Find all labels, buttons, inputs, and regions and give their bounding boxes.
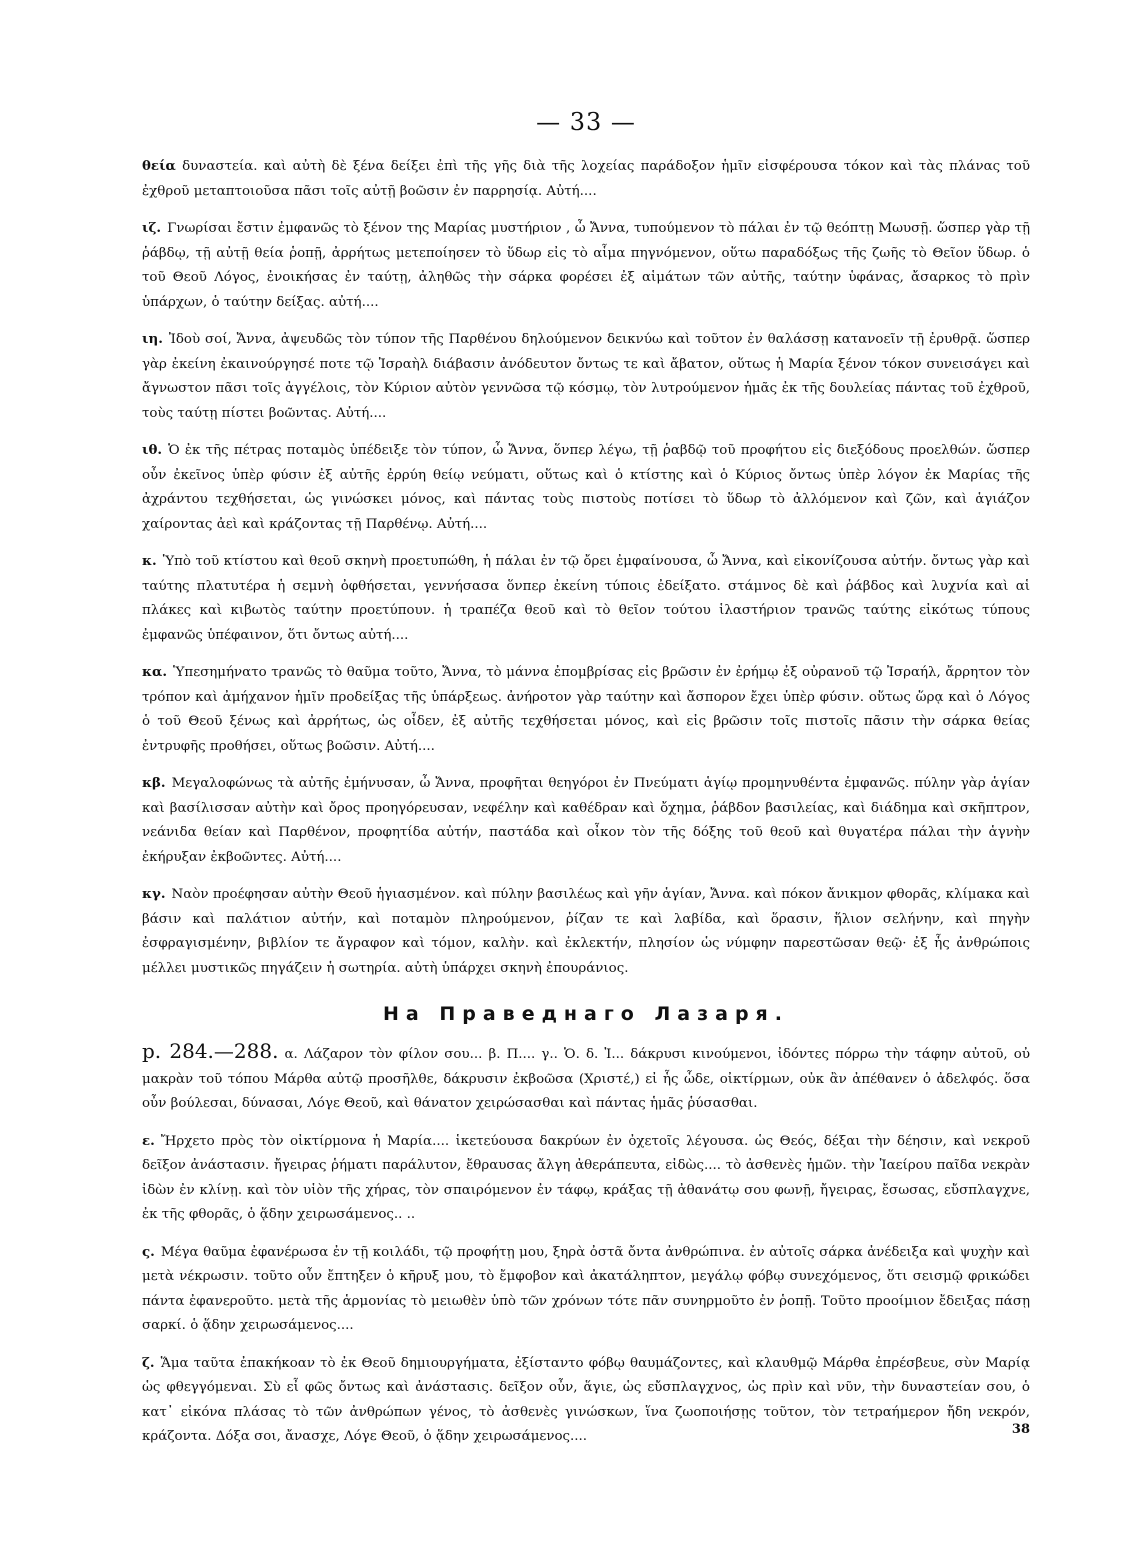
paragraph-number: κα. bbox=[142, 664, 168, 680]
paragraph-19 bbox=[142, 438, 1030, 537]
paragraph-17 bbox=[142, 216, 1030, 315]
paragraph-text: Γνωρίσαι ἔστιν ἐμφανῶς τὸ ξένον της Μαρίας μυστήριον , ὦ Ἄννα, τυπούμενον τὸ πάλαι ἐν τῷ θεόπτῃ Μωυσῇ. ὥσπερ γὰρ τῇ ῥάβδῳ, τῇ αὐτῇ θεία ῥοπῇ, ἀρρήτως μετεποίησεν τὸ ὕδωρ εἰς τὸ αἷμα πηγνόμενον, οὕτω παραδόξως τῆς ζωῆς τὸ Θεῖον ὕδωρ. ὁ τοῦ Θεοῦ Λόγος, ἐνοικήσας ἐν ταύτῃ, ἀληθῶς τὴν σάρκα φορέσει ἐξ αἱμάτων τῶν αὐτῆς, ταύτην ὑφάνας, ἄσαρκος τὸ πρὶν ὑπάρχων, ὁ ταύτην δείξας. αὐτή.... bbox=[142, 221, 1030, 310]
signature-mark: 38 bbox=[1011, 1422, 1030, 1437]
paragraph-text: Ὑπεσημήνατο τρανῶς τὸ θαῦμα τοῦτο, Ἄννα, τὸ μάννα ἐπομβρίσας εἰς βρῶσιν ἐν ἐρήμῳ ἐξ οὐρανοῦ τῷ Ἰσραήλ, ἄρρητον τὸν τρόπον καὶ ἀμήχανον ἡμῖν προδείξας τῆς ὑπάρξεως. ἀνήροτον γὰρ ταύτην καὶ ἄσπορον ἔχει ὑπὲρ φύσιν. οὕτως ὥρᾳ καὶ ὁ Λόγος ὁ τοῦ Θεοῦ ξένως καὶ ἀρρήτως, ὡς οἶδεν, ἐξ αὐτῆς τεχθήσεται μόνος, καὶ εἰς βρῶσιν τοῖς πιστοῖς πᾶσιν τὴν σάρκα θείας ἐντρυφῆς προθήσει, οὕτως βοῶσιν. Αὐτή.... bbox=[142, 665, 1030, 754]
paragraph-number: κ. bbox=[142, 553, 157, 569]
paragraph-number: ς. bbox=[142, 1243, 155, 1260]
paragraph-text: Ὁ ἐκ τῆς πέτρας ποταμὸς ὑπέδειξε τὸν τύπον, ὦ Ἄννα, ὅνπερ λέγω, τῇ ῥαβδῷ τοῦ προφήτου εἰς διεξόδους προελθών. ὥσπερ οὖν ἐκεῖνος ὑπὲρ φύσιν ἐξ αὐτῆς ἐρρύη θείῳ νεύματι, οὕτως καὶ ὁ κτίστης καὶ ὁ Κύριος ὄντως ὑπὲρ λόγον ἐκ Μαρίας τῆς ἀχράντου τεχθήσεται, ὡς γινώσκει μόνος, καὶ πάντας τοὺς πιστοὺς ποτίσει τὸ ὕδωρ τὸ ἀλλόμενον καὶ ζῶν, καὶ ἁγιάζον χαίροντας ἀεὶ καὶ κράζοντας τῇ Παρθένῳ. Αὐτή.... bbox=[142, 443, 1030, 532]
paragraph-number: κβ. bbox=[142, 775, 166, 791]
paragraph-20 bbox=[142, 549, 1030, 648]
document-page bbox=[142, 108, 1030, 1462]
paragraph-number: ιθ. bbox=[142, 442, 163, 458]
paragraph-text: Ὑπὸ τοῦ κτίστου καὶ θεοῦ σκηνὴ προετυπώθη, ἡ πάλαι ἐν τῷ ὄρει ἐμφαίνουσα, ὦ Ἄννα, καὶ εἰκονίζουσα αὐτήν. ὄντως γὰρ καὶ ταύτης πλατυτέρα ἡ σεμνὴ ὀφθήσεται, γεννήσασα ὅνπερ ἐκείνη τύποις ἐδείξατο. στάμνος δὲ καὶ ῥάβδος καὶ λυχνία καὶ αἱ πλάκες καὶ κιβωτὸς ταύτην προετύπουν. ἡ τραπέζα θεοῦ καὶ τὸ θεῖον τούτου ἱλαστήριον τρανῶς ταύτης εἰκότως τύπους ἐμφανῶς ὑπέφαινον, ὅτι ὄντως αὐτή.... bbox=[142, 554, 1030, 643]
paragraph-number: ιζ. bbox=[142, 220, 162, 236]
paragraph-text: δυναστεία. καὶ αὐτὴ δὲ ξένα δείξει ἐπὶ τῆς γῆς διὰ τῆς λοχείας παράδοξον ἡμῖν εἰσφέρουσα τόκον καὶ τὰς πλάνας τοῦ ἐχθροῦ μεταπτοιοῦσα πᾶσι τοῖς αὐτῇ βοῶσιν ἐν παρρησίᾳ. Αὐτή.... bbox=[142, 159, 1030, 199]
section-paragraph-5 bbox=[142, 1129, 1030, 1228]
paragraph-number: ε. bbox=[142, 1132, 155, 1149]
paragraph-text: Ναὸν προέφησαν αὐτὴν Θεοῦ ἡγιασμένον. καὶ πύλην βασιλέως καὶ γῆν ἁγίαν, Ἄννα. καὶ πόκον ἄνικμον φθορᾶς, κλίμακα καὶ βάσιν καὶ παλάτιον αὐτήν, καὶ ποταμὸν πληρούμενον, ῥίζαν τε καὶ λαβίδα, καὶ ὅρασιν, ἥλιον σελήνην, καὶ πηγὴν ἐσφραγισμένην, βιβλίον τε ἄγραφον καὶ τόμον, καλὴν. καὶ ἐκλεκτήν, πλησίον ὡς νύμφην παρεστῶσαν θεῷ· ἐξ ἧς ἀνθρώποις μέλλει μυστικῶς πηγάζειν ἡ σωτηρία. αὐτὴ ὑπάρχει σκηνὴ ἐπουράνιος. bbox=[142, 887, 1030, 976]
paragraph-21 bbox=[142, 660, 1030, 759]
section-paragraph-7 bbox=[142, 1351, 1030, 1450]
paragraph-text: Ἤρχετο πρὸς τὸν οἰκτίρμονα ἡ Μαρία.... ἱκετεύουσα δακρύων ἐν ὀχετοῖς λέγουσα. ὡς Θεός, δέξαι τὴν δέησιν, καὶ νεκροῦ δεῖξον ἀνάστασιν. ἤγειρας ῥήματι παράλυτον, ἔθραυσας ἄλγη ἀθεράπευτα, εἰδὼς.... τὸ ἀσθενὲς ἡμῶν. τὴν Ἰαείρου παῖδα νεκρὰν ἰδὼν ἐν κλίνῃ. καὶ τὸν υἱὸν τῆς χήρας, τὸν σπαιρόμενον ἐν τάφῳ, κράξας τῇ ἀθανάτῳ σου φωνῇ, ἤγειρας, ἔσωσας, εὔσπλαγχνε, ἐκ τῆς φθορᾶς, ὁ ᾅδην χειρωσάμενος.. .. bbox=[142, 1133, 1030, 1222]
paragraph-intro bbox=[142, 154, 1030, 204]
paragraph-23 bbox=[142, 882, 1030, 981]
paragraph-text: Μεγαλοφώνως τὰ αὐτῆς ἐμήνυσαν, ὦ Ἄννα, προφῆται θεηγόροι ἐν Πνεύματι ἁγίῳ προμηνυθέντα ἐμφανῶς. πύλην γὰρ ἁγίαν καὶ βασίλισσαν αὐτὴν καὶ ὄρος προηγόρευσαν, νεφέλην καὶ καθέδραν καὶ ὄχημα, ῥάβδον βασιλείας, καὶ διάδημα καὶ σκῆπτρον, νεάνιδα θείαν καὶ Παρθένον, προφητίδα αὐτήν, παστάδα καὶ οἶκον τὸν τῆς δόξης τοῦ θεοῦ καὶ θυγατέρα πάλαι τὴν ἁγνὴν ἐκήρυξαν ἐκβοῶντες. Αὐτή.... bbox=[142, 776, 1030, 865]
section-paragraph-6 bbox=[142, 1240, 1030, 1339]
paragraph-22 bbox=[142, 771, 1030, 870]
paragraph-lead: θεία bbox=[142, 158, 176, 174]
page-number: — 33 — bbox=[536, 108, 636, 136]
paragraph-number: ζ. bbox=[142, 1354, 155, 1371]
page-reference: р. 284.—288. bbox=[142, 1039, 279, 1063]
section-paragraph-ref bbox=[142, 1039, 1030, 1117]
paragraph-18 bbox=[142, 327, 1030, 426]
paragraph-text: Ἅμα ταῦτα ἐπακήκοαν τὸ ἐκ Θεοῦ δημιουργήματα, ἐξίσταντο φόβῳ θαυμάζοντες, καὶ κλαυθμῷ Μάρθα ἐπρέσβευε, σὺν Μαρίᾳ ὡς φθεγγόμεναι. Σὺ εἶ φῶς ὄντως καὶ ἀνάστασις. δεῖξον οὖν, ἅγιε, ὡς εὔσπλαγχνος, ὡς πρὶν καὶ νῦν, τὴν δυναστείαν σου, ὁ κατ᾿ εἰκόνα πλάσας τὸ τῶν ἀνθρώπων γένος, τὸ ἀσθενὲς γινώσκων, ἵνα ζωοποιήσῃς τοῦτον, τὸν τετραήμερον ἤδη νεκρόν, κράζοντα. Δόξα σοι, ἄνασχε, Λόγε Θεοῦ, ὁ ᾅδην χειρωσάμενος.... bbox=[142, 1355, 1030, 1444]
paragraph-number: κγ. bbox=[142, 886, 166, 902]
paragraph-text: α. Λάζαρον τὸν φίλον σου... β. Π.... γ.. Ὁ. δ. Ἰ... δάκρυσι κινούμενοι, ἰδόντες πόρρω τὴν τάφην αὐτοῦ, οὐ μακρὰν τοῦ τόπου Μάρθα αὐτῷ προσῆλθε, δάκρυσιν ἐκβοῶσα (Χριστέ,) εἰ ἧς ὧδε, οἰκτίρμων, οὐκ ἂν ἀπέθανεν ὁ ἀδελφός. ὅσα οὖν βούλεσαι, δύνασαι, Λόγε Θεοῦ, καὶ θάνατον χειρώσασθαι καὶ πάντας ἡμᾶς ῥύσασθαι. bbox=[142, 1047, 1030, 1111]
paragraph-number: ιη. bbox=[142, 331, 163, 347]
paragraph-text: Ἰδοὺ σοί, Ἄννα, ἀψευδῶς τὸν τύπον τῆς Παρθένου δηλούμενον δεικνύω καὶ τοῦτον ἐν θαλάσσῃ κατανοεῖν τῇ ἐρυθρᾷ. ὥσπερ γὰρ ἐκείνη ἐκαινούργησέ ποτε τῷ Ἰσραὴλ διάβασιν ἀνόδευτον ὄντως τε καὶ ἄβατον, οὕτως ἡ Μαρία ξένον τόκον συνεισάγει καὶ ἄγνωστον πᾶσι τοῖς ἀγγέλοις, τὸν Κύριον αὐτὸν γεννῶσα τῷ κόσμῳ, τὸν λυτρούμενον ἡμᾶς ἐκ τῆς δουλείας πάντας τοῦ ἐχθροῦ, τοὺς ταύτῃ πίστει βοῶντας. Αὐτή.... bbox=[142, 332, 1030, 421]
paragraph-text: Μέγα θαῦμα ἐφανέρωσα ἐν τῇ κοιλάδι, τῷ προφήτῃ μου, ξηρὰ ὀστᾶ ὄντα ἀνθρώπινα. ἐν αὐτοῖς σάρκα ἀνέδειξα καὶ ψυχὴν καὶ μετὰ νέκρωσιν. τοῦτο οὖν ἔπτηξεν ὁ κῆρυξ μου, τὸ ἔμφοβον καὶ ἀκατάληπτον, μεγάλῳ φόβῳ συνεχόμενος, ὅτι σεισμῷ φρικώδει πάντα ἐφανεροῦτο. μετὰ τῆς ἁρμονίας τὸ μειωθὲν ὑπὸ τῶν χρόνων τότε πᾶν συνηρμοῦτο ἐν ῥοπῇ. Τοῦτο προοίμιον ἔδειξας πάσῃ σαρκί. ὁ ᾅδην χειρωσάμενος.... bbox=[142, 1244, 1030, 1333]
section-title: На Праведнаго Лазаря. bbox=[383, 1003, 789, 1025]
